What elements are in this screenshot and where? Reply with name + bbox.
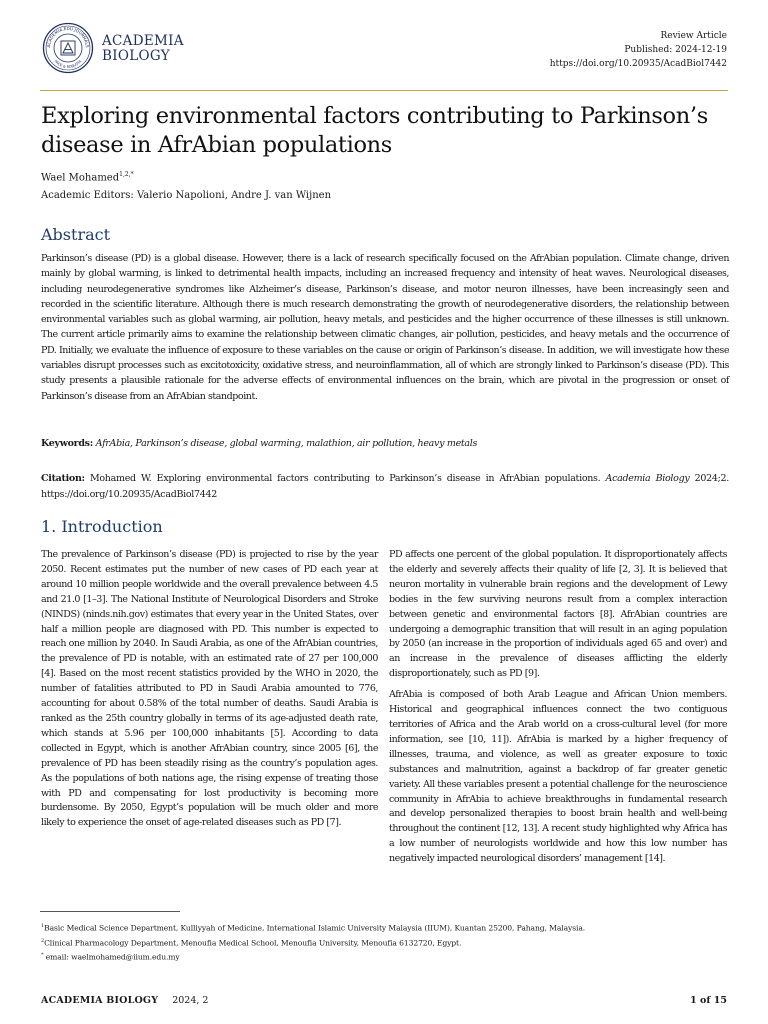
citation-doi: 2024;2. https://doi.org/10.20935/AcadBiol7442 (41, 473, 729, 500)
footnotes (41, 920, 731, 964)
footer-issue: 2024, 2 (172, 995, 209, 1006)
page-number: 1 of 15 (690, 995, 727, 1006)
published-date: Published: 2024-12-19 (624, 45, 727, 55)
footer-journal-name: ACADEMIA BIOLOGY (41, 995, 159, 1006)
footnote-mark: 2 (41, 937, 45, 944)
svg-text:PACE & ROBUSTA: PACE & ROBUSTA (53, 59, 83, 70)
journal-name-line2: BIOLOGY (102, 48, 170, 64)
citation (41, 471, 729, 502)
left-column (41, 548, 378, 831)
author-name: Wael Mohamed (41, 172, 120, 184)
footnote-text: Basic Medical Science Department, Kulliyyah of Medicine, International Islamic University Malaysia (IIUM), Kuantan 25200, Pahang, Malaysia. (44, 923, 586, 933)
article-meta (550, 29, 727, 71)
article-title: Exploring environmental factors contributing to Parkinson’s disease in AfrAbian populations (41, 103, 708, 158)
author-line (41, 168, 134, 185)
footnote-mark: 1 (41, 923, 45, 929)
journal-name-line1: ACADEMIA (102, 33, 184, 49)
journal-logo (42, 22, 94, 74)
footnote-item (41, 949, 731, 964)
keywords (41, 436, 729, 451)
footnote-item (41, 920, 731, 935)
footnote-text: Clinical Pharmacology Department, Menoufia Medical School, Menoufia University, Menoufia 6132720, Egypt. (44, 938, 462, 948)
footnote-item (41, 935, 731, 950)
citation-label: Citation: (41, 473, 85, 484)
abstract-text: Parkinson’s disease (PD) is a global disease. However, there is a lack of research specifically focused on the AfrAbian population. Climate change, driven mainly by global warming, is linked to detrimental health impacts, including an increased frequency and intensity of heat waves. Neurological diseases, including neurodegenerative syndromes like Alzheimer’s disease, Parkinson’s disease, and motor neuron illnesses, have been increasingly seen and recorded in the scientific literature. Although there is much research demonstrating the growth of neurodegenerative disorders, the relationship between environmental variables such as global warming, air pollution, heavy metals, and pesticides and the higher occurrence of these illnesses is still unknown. The current article primarily aims to examine the relationship between climatic changes, air pollution, pesticides, and heavy metals and the occurrence of PD. Initially, we evaluate the influence of exposure to these variables on the cause or origin of Parkinson’s disease. In addition, we will investigate how these variables disrupt processes such as excitotoxicity, oxidative stress, and neuroinflammation, all of which are strongly linked to Parkinson’s disease (PD). This study presents a plausible rationale for the adverse effects of environmental influences on the brain, which are pivotal in the progression or onset of Parkinson’s disease from an AfrAbian standpoint. (41, 253, 729, 402)
journal-name (102, 34, 184, 64)
citation-text: Mohamed W. Exploring environmental factors contributing to Parkinson’s disease in AfrAbian populations. (89, 473, 601, 484)
journal-seal-icon (42, 22, 94, 74)
footnote-mark: * (41, 952, 44, 959)
svg-text:ACADEMIA.EDU JOURNALS: ACADEMIA.EDU JOURNALS (45, 25, 91, 48)
keywords-label: Keywords: (41, 438, 93, 449)
citation-journal: Academia Biology (605, 473, 690, 484)
intro-paragraph-1: The prevalence of Parkinson’s disease (PD) is projected to rise by the year 2050. Recent estimates put the number of new cases of PD each year at around 10 million people worldwide and the overall prevalence between 4.5 and 21.0 [1–3]. The National Institute of Neurological Disorders and Stroke (NINDS) (ninds.nih.gov) estimates that every year in the United States, over half a million people are diagnosed with PD. This number is expected to reach one million by 2040. In Saudi Arabia, as one of the AfrAbian countries, the prevalence of PD is notable, with an estimated rate of 27 per 100,000 [4]. Based on the most recent statistics provided by the WHO in 2020, the number of fatalities attributed to PD in Saudi Arabia amounted to 776, accounting for about 0.58% of the total number of deaths. Saudi Arabia is ranked as the 25th country globally in terms of its age-adjusted death rate, which stands at 5.96 per 100,000 inhabitants [5]. According to data collected in Egypt, which is another AfrAbian country, since 2005 [6], the prevalence of PD has been steadily rising as the country’s population ages. As the populations of both nations age, the rising expense of treating those with PD and compensating for lost productivity is becoming more burdensome. By 2050, Egypt’s population will be much older and more likely to experience the onset of age-related diseases such as PD [7]. (41, 549, 378, 829)
footnote-divider (40, 911, 180, 912)
introduction-heading: 1. Introduction (41, 517, 163, 536)
abstract-heading: Abstract (41, 225, 111, 244)
keywords-text: AfrAbia, Parkinson’s disease, global warming, malathion, air pollution, heavy metals (95, 438, 478, 449)
intro-paragraph-3: AfrAbia is composed of both Arab League and African Union members. Historical and geographical influences connect the two contiguous territories of Africa and the Arab world on a cross-cultural level (for more information, see [10, 11]). AfrAbia is marked by a higher frequency of illnesses, trauma, and violence, as well as greater exposure to toxic substances and malnutrition, against a backdrop of far greater genetic variety. All these variables present a potential challenge for the neuroscience community in AfrAbia to achieve breakthroughs in fundamental research and develop personalized therapies to boost brain health and well-being throughout the continent [12, 13]. A recent study highlighted why Africa has a low number of neurologists worldwide and how this low number has negatively impacted neurological disorders’ management [14]. (389, 689, 727, 865)
author-affiliation-marks: 1,2,* (119, 171, 134, 178)
academic-editors: Academic Editors: Valerio Napolioni, Andre J. van Wijnen (41, 190, 332, 201)
article-type: Review Article (660, 31, 727, 41)
doi-link[interactable]: https://doi.org/10.20935/AcadBiol7442 (549, 59, 727, 69)
page-footer (41, 995, 208, 1007)
footnote-email[interactable]: email: waelmohamed@iium.edu.my (45, 953, 180, 962)
intro-paragraph-2: PD affects one percent of the global population. It disproportionately affects the elderly and severely affects their quality of life [2, 3]. It is believed that neuron mortality in vulnerable brain regions and the development of Lewy bodies in the few surviving neurons result from a complex interaction between genetic and environmental factors [8]. AfrAbian countries are undergoing a demographic transition that will result in an aging population by 2050 (an increase in the proportion of individuals aged 65 and over) and an increase in the prevalence of diseases afflicting the elderly disproportionately, such as PD [9]. (389, 549, 727, 680)
header-divider (40, 90, 728, 91)
right-column (389, 548, 727, 867)
